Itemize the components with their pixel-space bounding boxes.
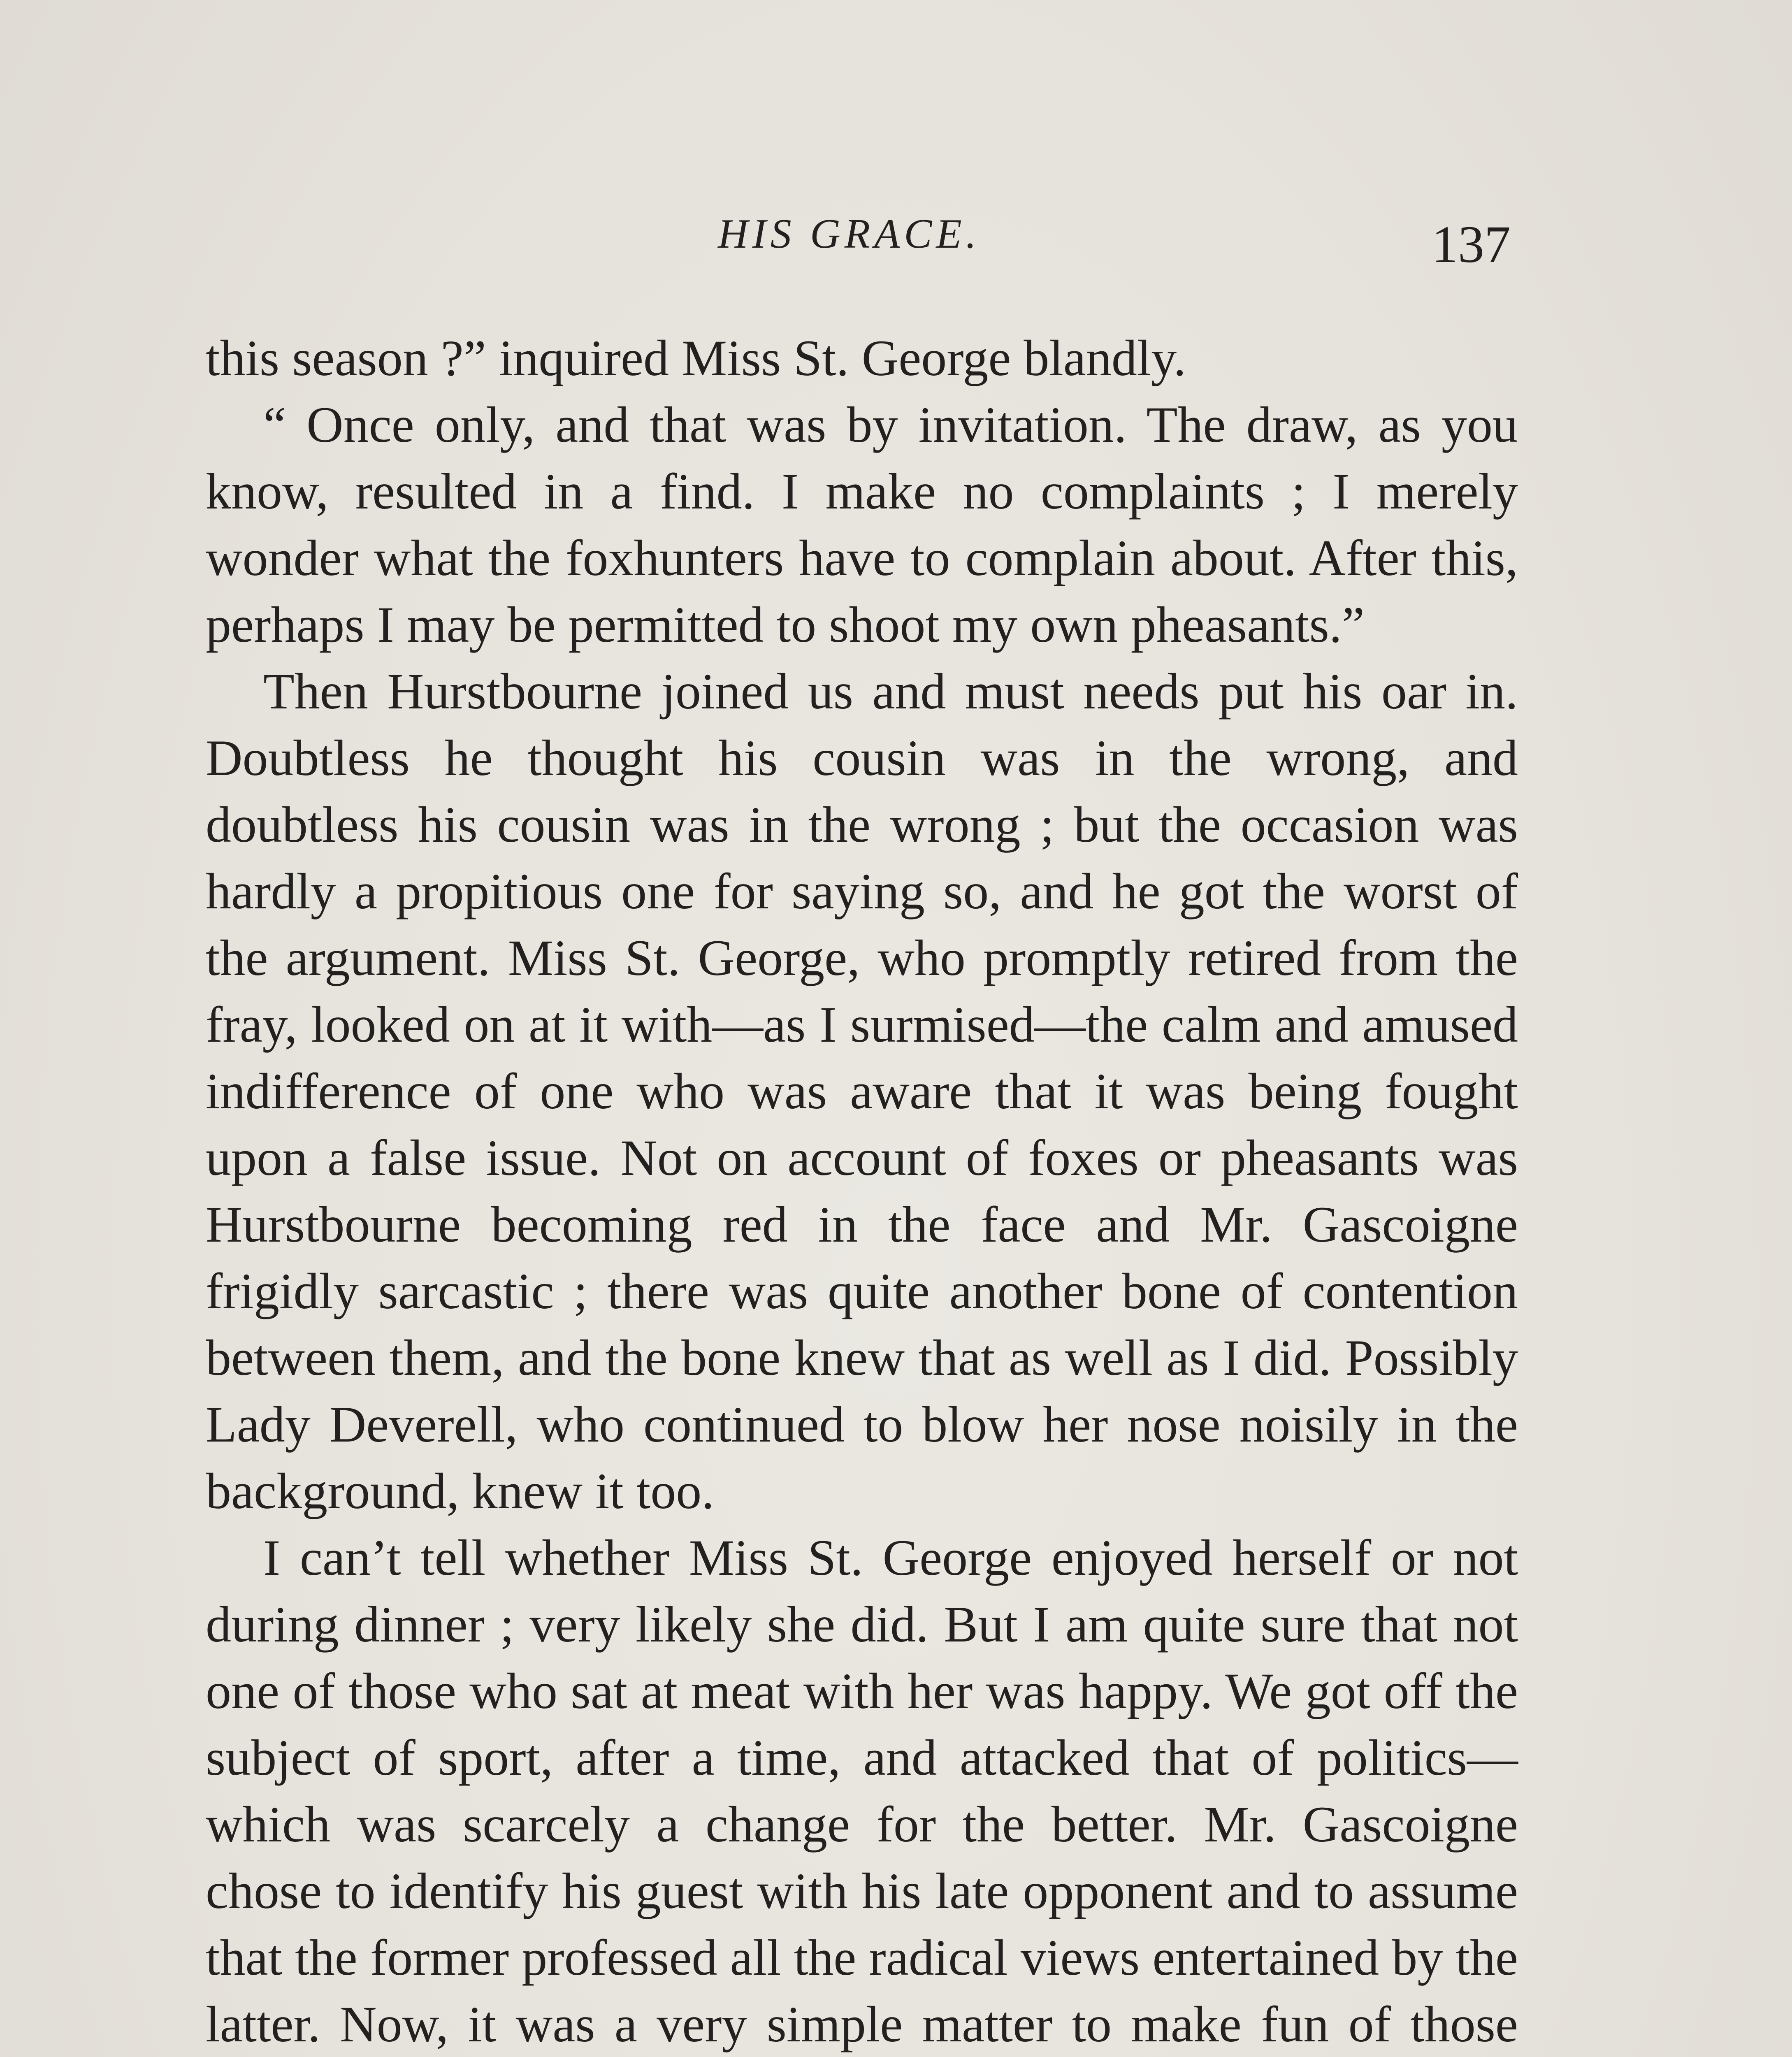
paragraph-dinner: I can’t tell whether Miss St. George enjoyed herself or not during dinner ; very likely she did. But I am quite sure that not one of those who sat at meat with her was happy. We got off the subject of sport, after a time, and attacked that of politics—which was scarcely a change for the better. Mr. Gascoigne chose to identify his guest with his late opponent and to assume that the former professed all the radical views entertained by the latter. Now, it was a very simple matter to make fun of those	[206, 1530, 1518, 2052]
paragraph-continuation: this season ?” inquired Miss St. George blandly.	[206, 330, 1186, 386]
running-title: HIS GRACE.	[718, 211, 981, 257]
page-number: 137	[1432, 215, 1511, 274]
paragraph-hurstbourne: Then Hurstbourne joined us and must needs put his oar in. Doubtless he thought his cousin was in the wrong, and doubtless his cousin was in the wrong ; but the occasion was hardly a propitious one for saying so, and he got the worst of the argument. Miss St. George, who promptly retired from the fray, looked on at it with—as I surmised—the calm and amused indifference of one who was aware that it was being fought upon a false issue. Not on account of foxes or pheasants was Hurstbourne becoming red in the face and Mr. Gascoigne frigidly sarcastic ; there was quite another bone of contention between them, and the bone knew that as well as I did. Possibly Lady Deverell, who continued to blow her nose noisily in the background, knew it too.	[206, 663, 1518, 1519]
paragraph-dialogue: “ Once only, and that was by invitation. The draw, as you know, resulted in a find. I make no complaints ; I merely wonder what the foxhunters have to complain about. After this, perhaps I may be permitted to shoot my own pheasants.”	[206, 397, 1518, 653]
running-head	[0, 206, 1792, 274]
body-text	[206, 325, 1518, 2057]
